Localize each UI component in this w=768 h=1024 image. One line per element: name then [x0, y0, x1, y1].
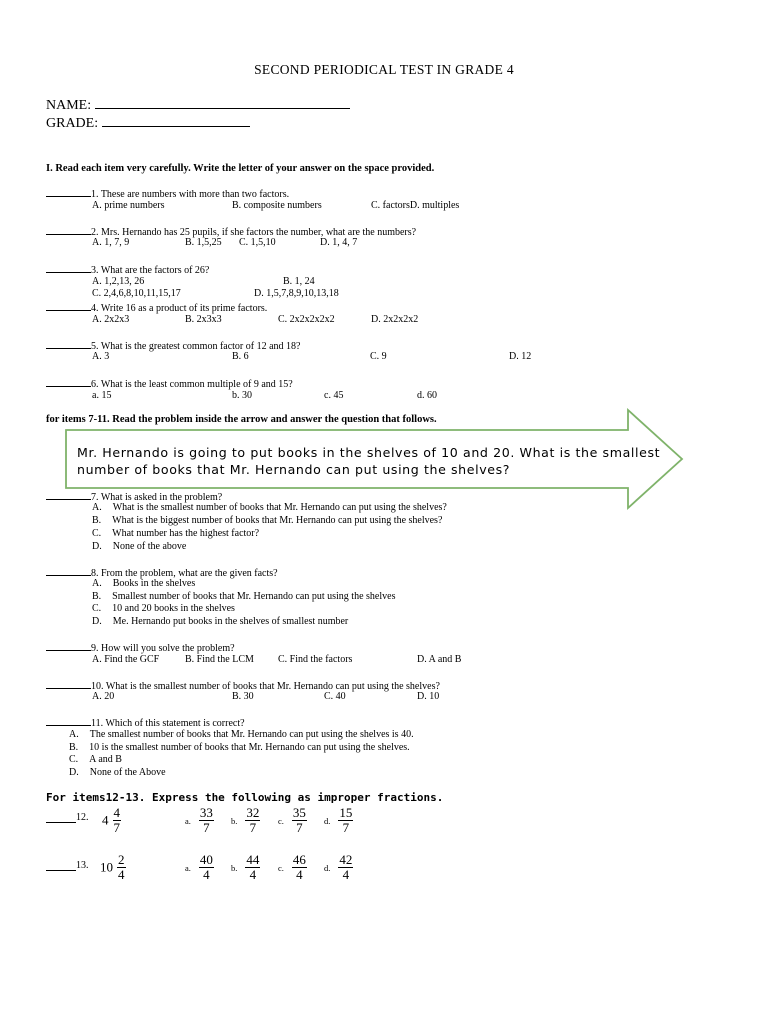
option: D. A and B: [417, 654, 462, 665]
name-field[interactable]: [46, 96, 350, 114]
answer-blank[interactable]: [46, 716, 91, 726]
option-b: B. 10 is the smallest number of books that Mr. Hernando can put using the shelves.: [69, 742, 410, 753]
choice-b: b. $\frac{32}{7}$: [231, 805, 260, 835]
answer-blank[interactable]: [46, 641, 91, 651]
question-stem: 10. What is the smallest number of books that Mr. Hernando can put using the shelves?: [91, 681, 440, 692]
option-a: A. Books in the shelves: [92, 578, 196, 589]
option: d. 60: [417, 390, 437, 401]
option: C. Find the factors: [278, 654, 353, 665]
option: A. 20: [92, 691, 115, 702]
option: B. 30: [232, 691, 254, 702]
question-stem: 1. These are numbers with more than two factors.: [91, 189, 290, 200]
option: A. 1,2,13, 26: [92, 276, 145, 287]
option: D. 1, 4, 7: [320, 237, 358, 248]
name-line[interactable]: [95, 96, 350, 109]
option: C. 9: [370, 351, 387, 362]
choice-a: a. $\frac{40}{4}$: [185, 852, 213, 882]
question-stem: 4. Write 16 as a product of its prime factors.: [91, 303, 268, 314]
question-12: 12.: [46, 812, 89, 823]
answer-blank[interactable]: [46, 187, 91, 197]
choice-b: b. $\frac{44}{4}$: [231, 852, 260, 882]
question-stem: 2. Mrs. Hernando has 25 pupils, if she factors the number, what are the numbers?: [91, 227, 417, 238]
option-a: A. The smallest number of books that Mr. Hernando can put using the shelves is 40.: [69, 729, 414, 740]
option: B. Find the LCM: [185, 654, 254, 665]
answer-blank[interactable]: [46, 377, 91, 387]
answer-blank[interactable]: [46, 861, 76, 871]
option-b: B. What is the biggest number of books that Mr. Hernando can put using the shelves?: [92, 515, 443, 526]
question-5: [46, 339, 300, 354]
section-2-instructions: for items 7-11. Read the problem inside the arrow and answer the question that follows.: [46, 414, 437, 425]
option-c: C. A and B: [69, 754, 122, 765]
answer-blank[interactable]: [46, 679, 91, 689]
question-stem: 7. What is asked in the problem?: [91, 492, 223, 503]
choice-a: a. $\frac{33}{7}$: [185, 805, 213, 835]
section-1-instructions: I. Read each item very carefully. Write the letter of your answer on the space provided.: [46, 163, 435, 174]
option-d: D. None of the above: [92, 541, 187, 552]
page-title: SECOND PERIODICAL TEST IN GRADE 4: [254, 62, 514, 77]
option: C. 2x2x2x2x2: [278, 314, 335, 325]
option: C. 2,4,6,8,10,11,15,17: [92, 288, 181, 299]
question-4: [46, 301, 267, 316]
option: A. prime numbers: [92, 200, 165, 211]
answer-blank[interactable]: [46, 339, 91, 349]
option-c: C. What number has the highest factor?: [92, 528, 260, 539]
option-d: D. Me. Hernando put books in the shelves of smallest number: [92, 616, 349, 627]
answer-blank[interactable]: [46, 225, 91, 235]
option: A. 1, 7, 9: [92, 237, 130, 248]
option: D. 1,5,7,8,9,10,13,18: [254, 288, 339, 299]
question-stem: 5. What is the greatest common factor of 12 and 18?: [91, 341, 301, 352]
option: D. 2x2x2x2: [371, 314, 419, 325]
option: A. Find the GCF: [92, 654, 160, 665]
section-3-instructions: For items12-13. Express the following as improper fractions.: [46, 791, 444, 804]
option: B. 1, 24: [283, 276, 315, 287]
question-stem: 3. What are the factors of 26?: [91, 265, 210, 276]
option: D. 10: [417, 691, 440, 702]
problem-text: Mr. Hernando is going to put books in the shelves of 10 and 20. What is the smallest number of books that Mr. Hernando can put using the shelves?: [77, 445, 661, 477]
option-d: D. None of the Above: [69, 767, 166, 778]
option-a: A. What is the smallest number of books that Mr. Hernando can put using the shelves?: [92, 502, 447, 513]
mixed-number: 4 $\frac{4}{7}$: [102, 805, 120, 835]
question-13: 13.: [46, 860, 89, 871]
choice-c: c. $\frac{46}{4}$: [278, 852, 306, 882]
mixed-number: 10 $\frac{2}{4}$: [100, 852, 125, 882]
option: C. 1,5,10: [239, 237, 276, 248]
option: D. 12: [509, 351, 532, 362]
option: C. 40: [324, 691, 346, 702]
name-label: NAME:: [46, 98, 92, 113]
answer-blank[interactable]: [46, 263, 91, 273]
option: C. factorsD. multiples: [371, 200, 460, 211]
option: c. 45: [324, 390, 344, 401]
answer-blank[interactable]: [46, 490, 91, 500]
question-stem: 8. From the problem, what are the given facts?: [91, 568, 278, 579]
option: B. 6: [232, 351, 249, 362]
option: b. 30: [232, 390, 252, 401]
option: B. 2x3x3: [185, 314, 222, 325]
option: A. 3: [92, 351, 110, 362]
option-b: B. Smallest number of books that Mr. Hernando can put using the shelves: [92, 591, 396, 602]
option: a. 15: [92, 390, 112, 401]
option: B. composite numbers: [232, 200, 322, 211]
answer-blank[interactable]: [46, 301, 91, 311]
choice-c: c. $\frac{35}{7}$: [278, 805, 306, 835]
answer-blank[interactable]: [46, 566, 91, 576]
question-stem: 6. What is the least common multiple of 9 and 15?: [91, 379, 293, 390]
question-stem: 11. Which of this statement is correct?: [91, 718, 245, 729]
option: A. 2x2x3: [92, 314, 130, 325]
answer-blank[interactable]: [46, 813, 76, 823]
grade-field[interactable]: [46, 114, 250, 132]
question-stem: 9. How will you solve the problem?: [91, 643, 235, 654]
grade-line[interactable]: [102, 114, 250, 127]
question-6: [46, 377, 293, 392]
choice-d: d. $\frac{42}{4}$: [324, 852, 353, 882]
option: B. 1,5,25: [185, 237, 222, 248]
choice-d: d. $\frac{15}{7}$: [324, 805, 353, 835]
grade-label: GRADE:: [46, 116, 99, 131]
option-c: C. 10 and 20 books in the shelves: [92, 603, 235, 614]
